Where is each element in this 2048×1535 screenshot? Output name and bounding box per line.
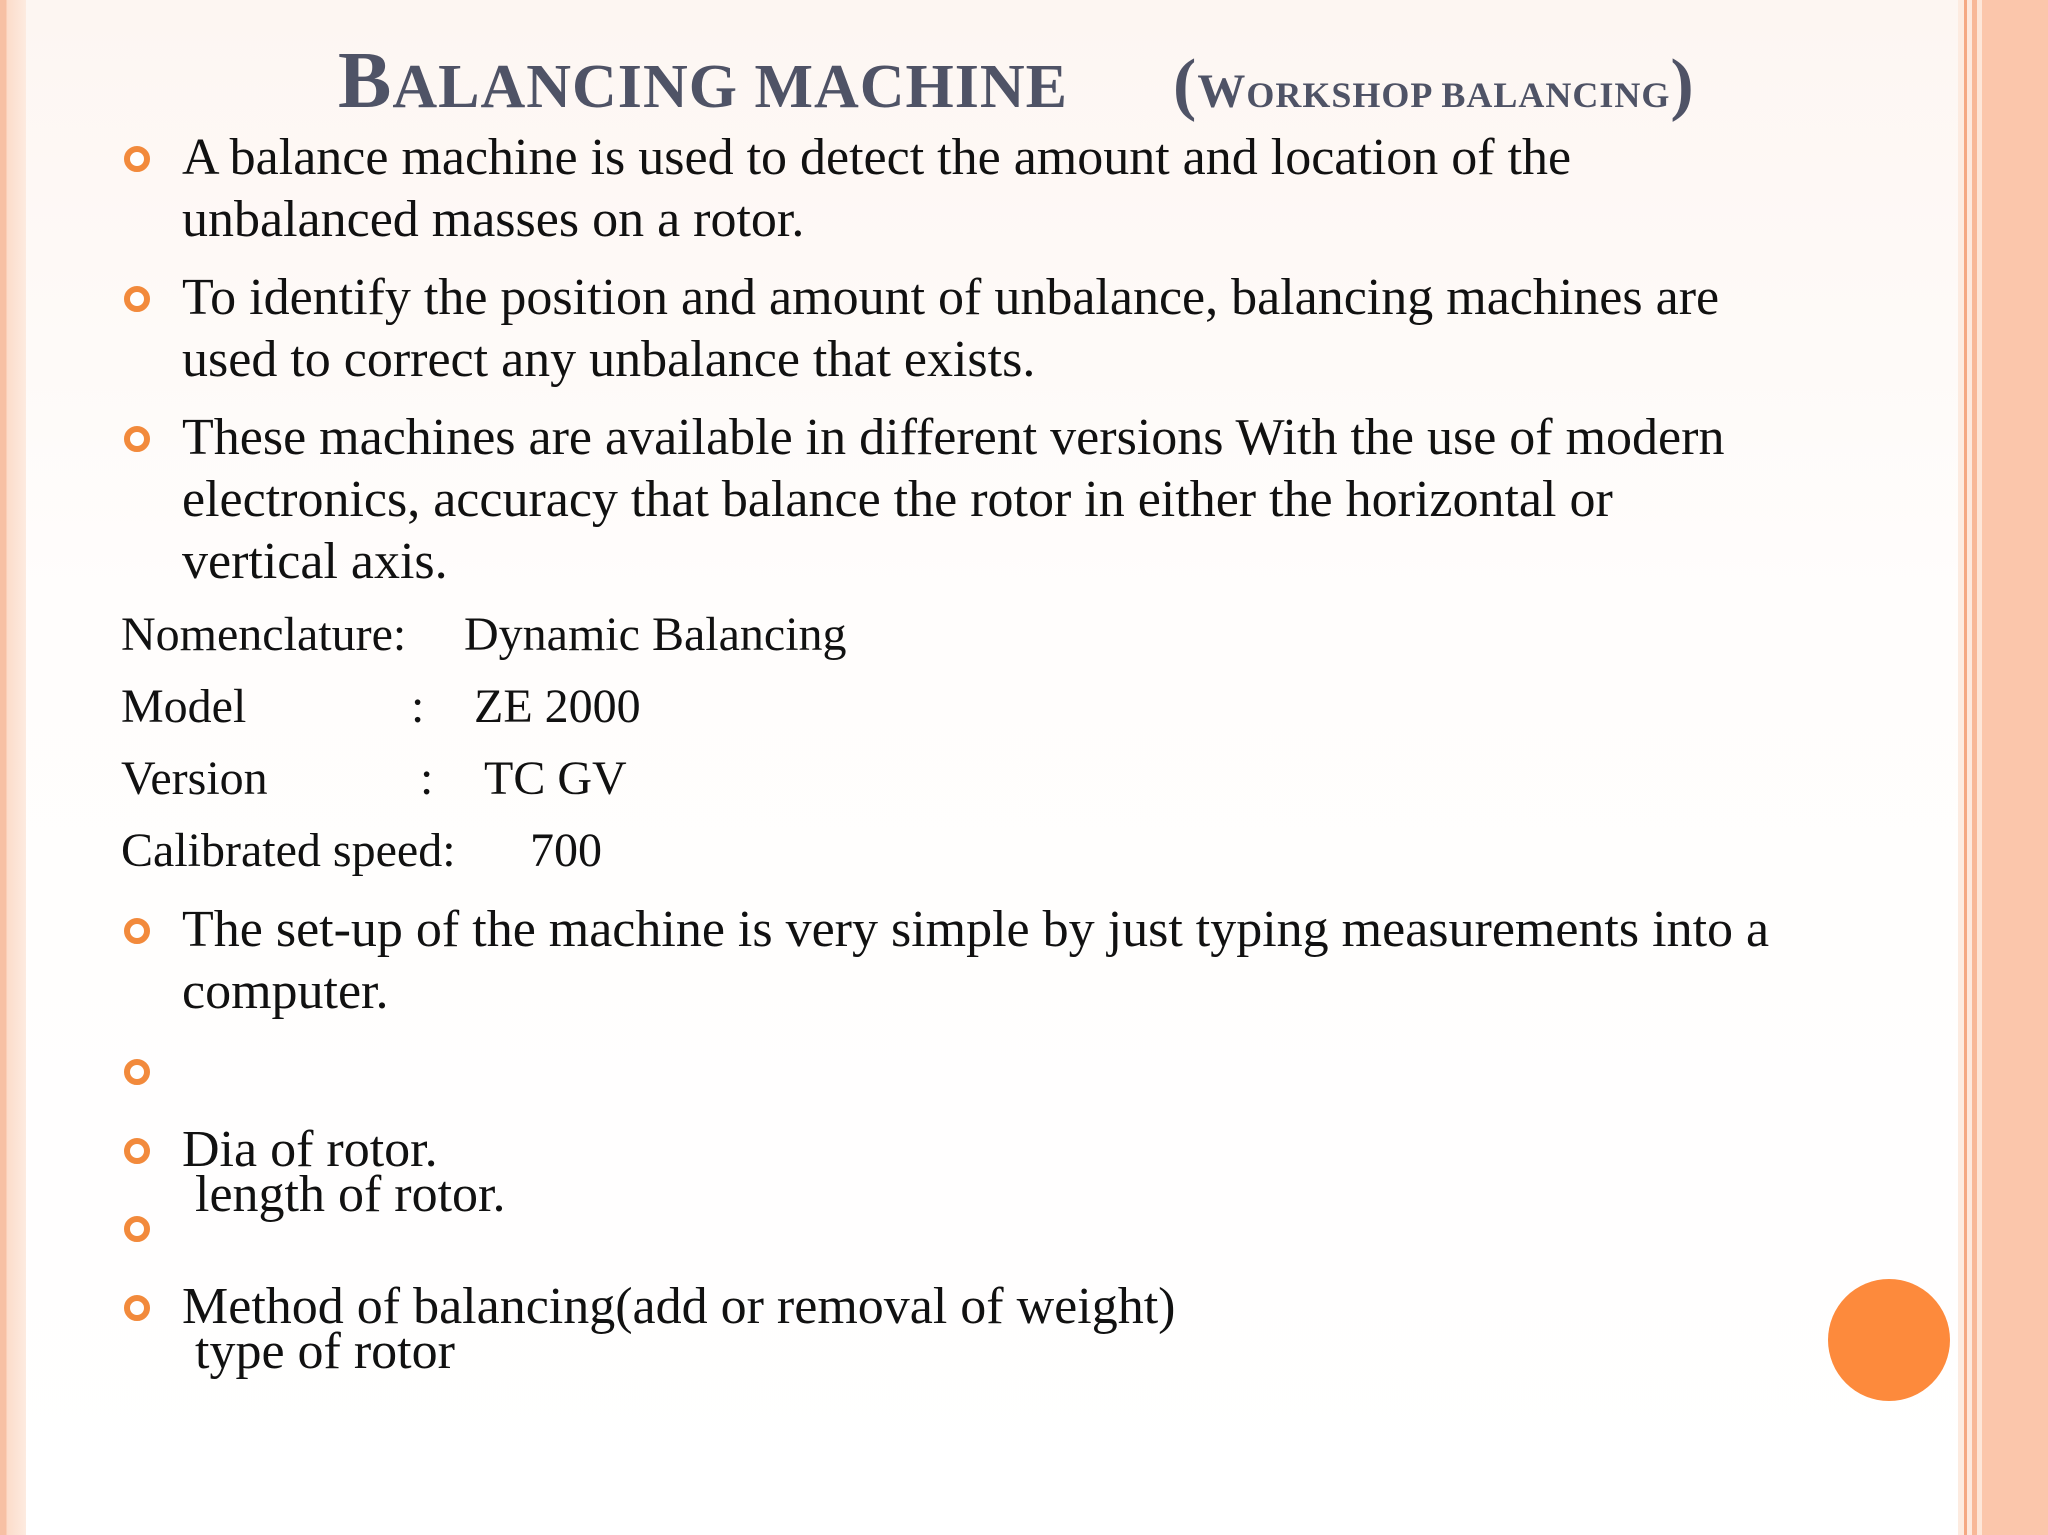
spec-colon: : — [411, 680, 425, 733]
right-border-stripes — [1958, 0, 2048, 1535]
bullet-ring-icon — [124, 1216, 150, 1242]
bullet-line: A balance machine is used to detect the amount and location of the — [182, 129, 1572, 186]
bullet-line: To identify the position and amount of unbalance, balancing machines are — [182, 269, 1720, 326]
bullet-line: unbalanced masses on a rotor. — [182, 191, 805, 248]
title-rest: ALANCING MACHINE — [392, 53, 1068, 121]
spec-label: Version — [121, 752, 268, 805]
bullet-line: length of rotor. — [182, 1166, 506, 1223]
bullet-ring-icon — [124, 918, 150, 944]
bullet-line: The set-up of the machine is very simple by just typing measurements into a — [182, 901, 1770, 958]
spec-value: TC GV — [484, 752, 627, 805]
spec-colon: : — [420, 752, 434, 805]
bullet-line: vertical axis. — [182, 533, 448, 590]
bullet-line: used to correct any unbalance that exists. — [182, 331, 1036, 388]
spec-value: 700 — [530, 824, 602, 877]
bullet-line: Method of balancing(add or removal of weight) — [182, 1278, 1176, 1335]
bullet-ring-icon — [124, 1295, 150, 1321]
bullet-line: computer. — [182, 963, 389, 1020]
bullet-line: Dia of rotor. — [182, 1121, 438, 1178]
spec-value: ZE 2000 — [474, 680, 641, 733]
bullet-ring-icon — [124, 1059, 150, 1085]
bullet-line: These machines are available in different versions With the use of modern — [182, 409, 1725, 466]
spec-label: Model — [121, 680, 247, 733]
left-border-stripe — [0, 0, 26, 1535]
spec-label: Nomenclature: — [121, 608, 407, 661]
spec-label: Calibrated speed: — [121, 824, 456, 877]
bullet-line: type of rotor — [182, 1323, 455, 1380]
bullet-ring-icon — [124, 286, 150, 312]
spec-value: Dynamic Balancing — [464, 608, 847, 661]
slide-title — [338, 36, 1728, 128]
decorative-circle — [1828, 1279, 1950, 1401]
bullet-ring-icon — [124, 146, 150, 172]
bullet-ring-icon — [124, 426, 150, 452]
title-initial: B — [338, 37, 393, 125]
title-subtitle: (WORKSHOP BALANCING) — [1173, 46, 1695, 123]
bullet-ring-icon — [124, 1138, 150, 1164]
bullet-line: electronics, accuracy that balance the rotor in either the horizontal or — [182, 471, 1613, 528]
